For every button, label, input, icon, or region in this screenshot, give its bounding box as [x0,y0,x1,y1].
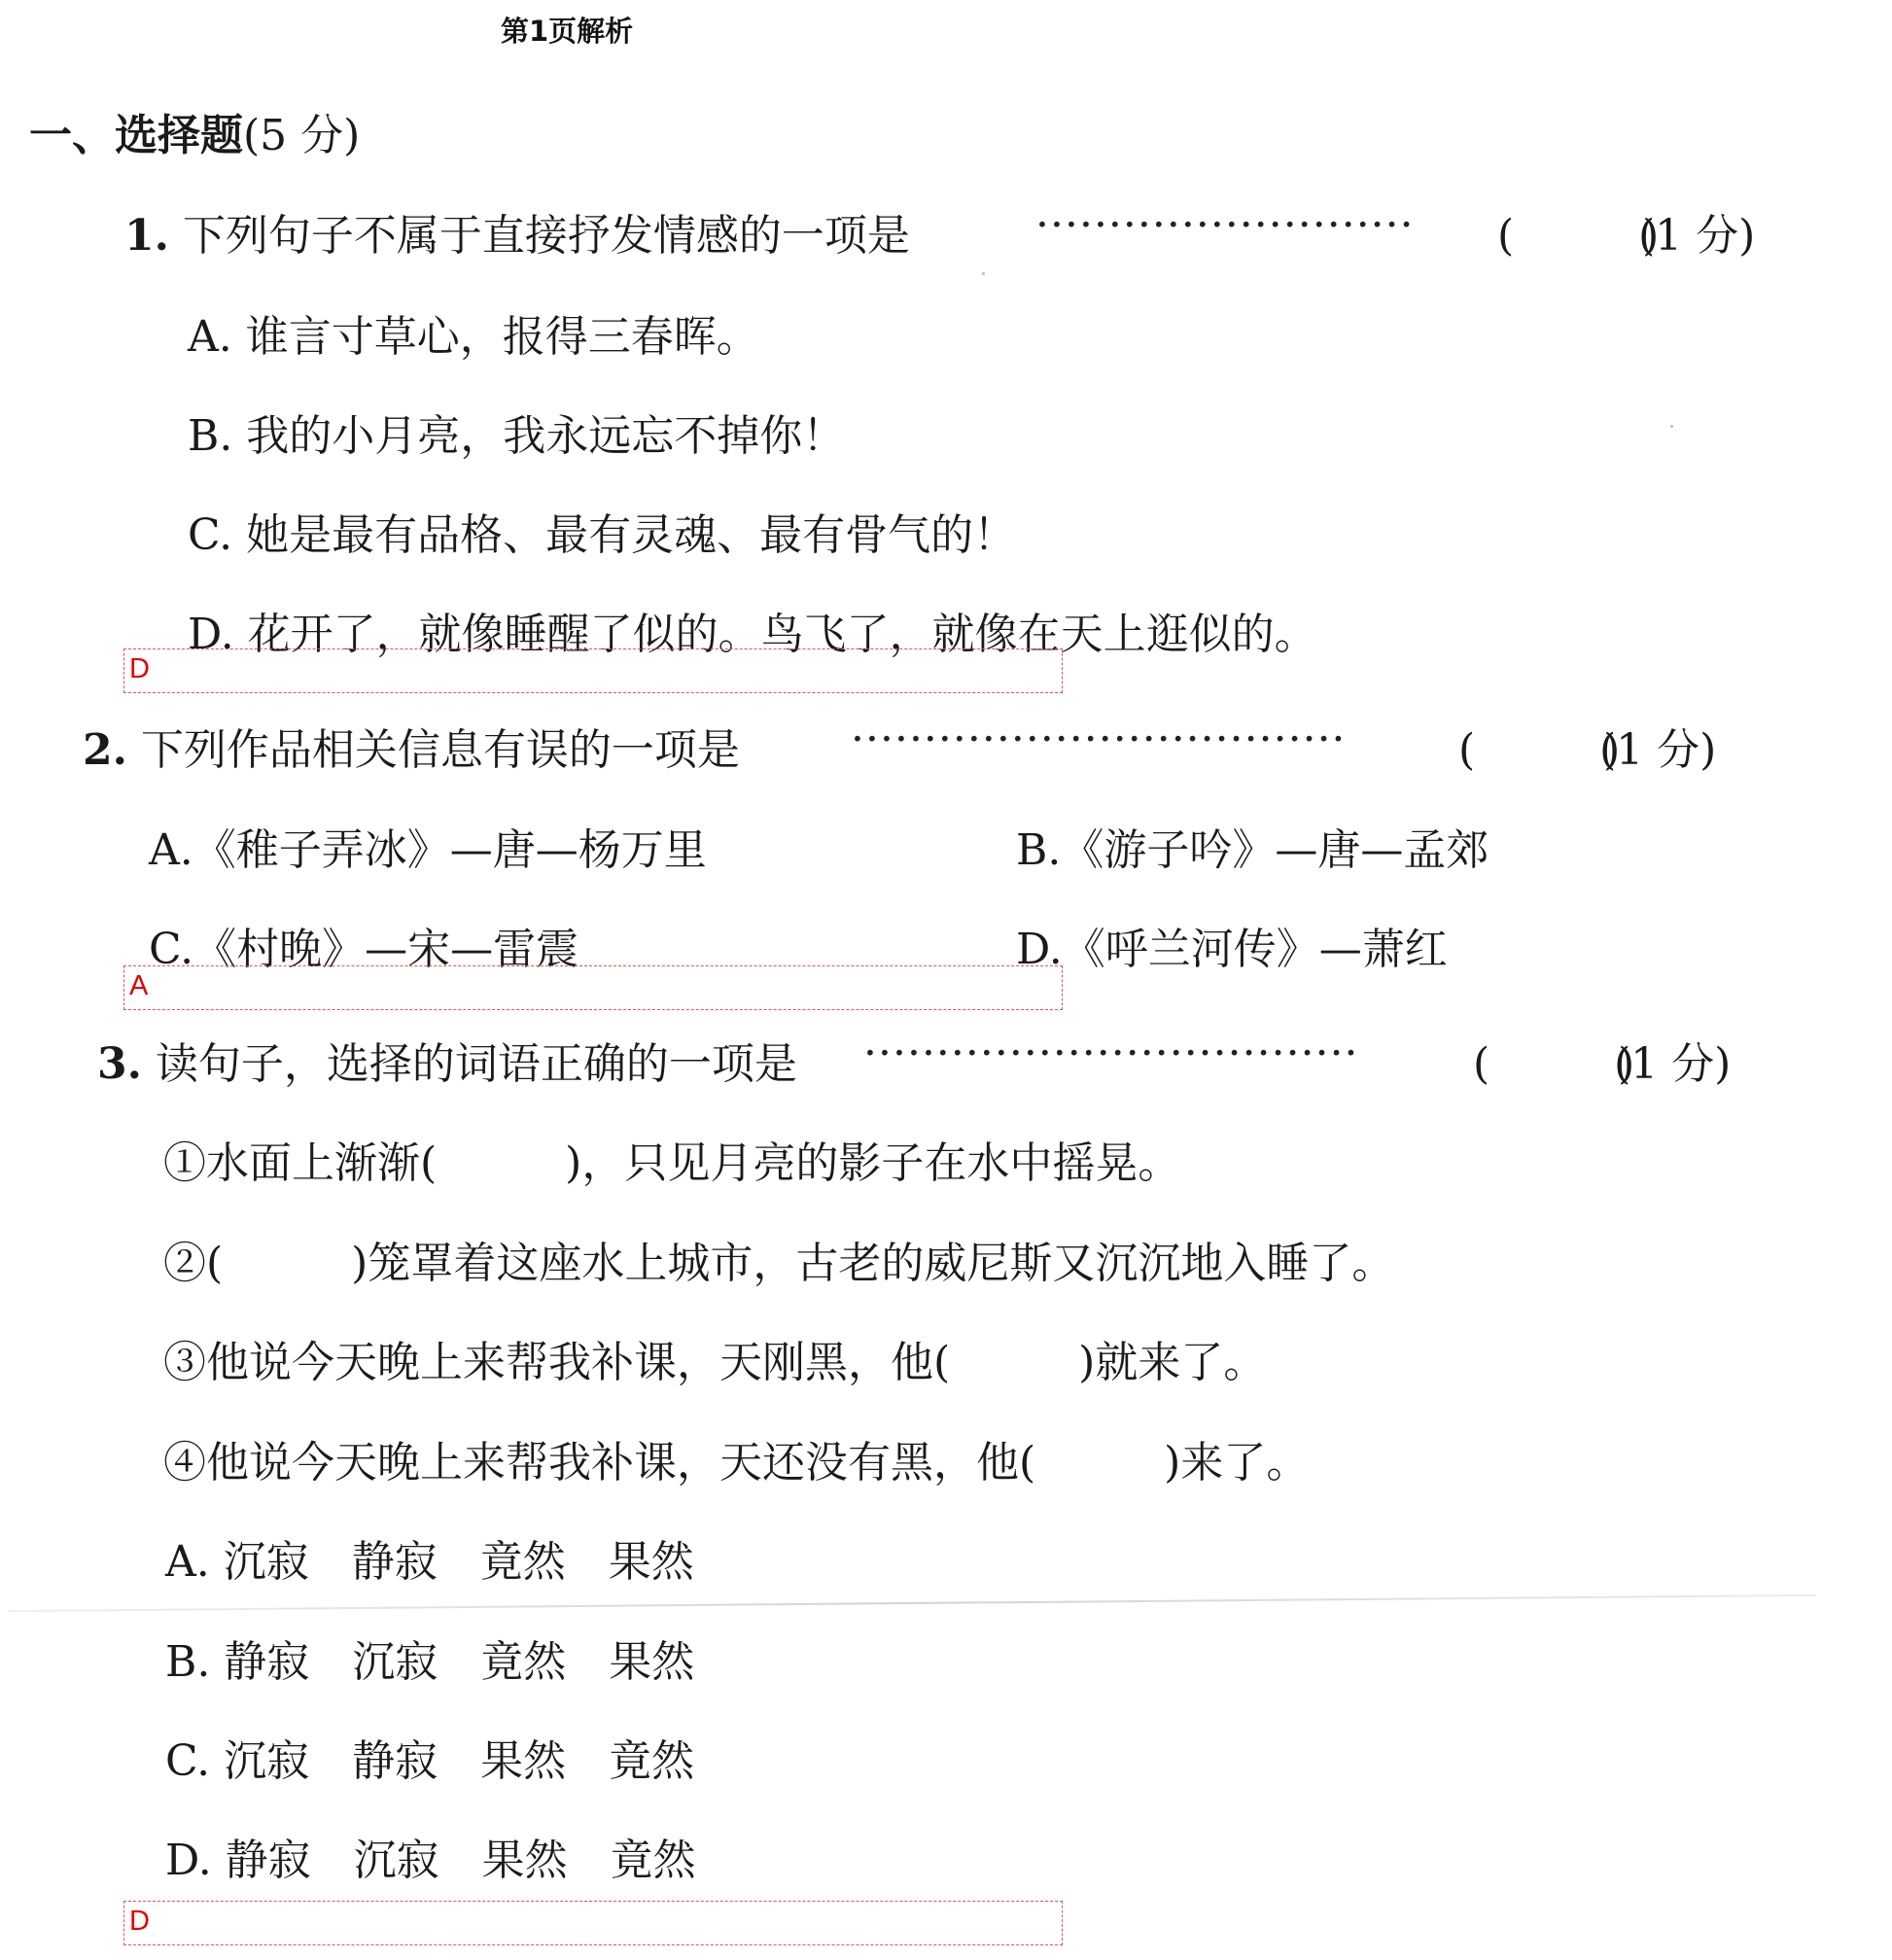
q3-sentence-4: ④他说今天晚上来帮我补课，天还没有黑，他( )来了。 [163,1438,1310,1488]
page-fold-line [8,1594,1816,1612]
question-3-number: 3. [97,1039,142,1089]
question-1-stem [124,200,910,262]
q2-option-b: B.《游子吟》—唐—孟郊 [1016,825,1489,875]
q3-option-c: C. 沉寂 静寂 果然 竟然 [165,1736,695,1786]
q3-sentence-1: ①水面上渐渐( )，只见月亮的影子在水中摇晃。 [163,1138,1181,1188]
scan-speck [1670,425,1673,428]
q3-sentence-3: ③他说今天晚上来帮我补课，天刚黑，他( )就来了。 [163,1338,1267,1387]
question-2-stem [83,715,740,777]
question-1-text: 下列句子不属于直接抒发情感的一项是 [182,211,910,261]
q3-option-d: D. 静寂 沉寂 果然 竟然 [165,1836,696,1885]
q3-option-b: B. 静寂 沉寂 竟然 果然 [165,1637,695,1687]
question-2-score: (1 分) [1599,725,1717,775]
q3-option-a: A. 沉寂 静寂 竟然 果然 [165,1537,694,1587]
question-2-dots: ·································· [851,715,1347,764]
question-1-score: (1 分) [1638,211,1756,261]
q1-answer-box [123,648,1063,693]
question-1-dots: ·························· [1035,200,1415,250]
q2-option-a: A.《稚子弄冰》—唐—杨万里 [149,825,707,875]
question-2-paren: ( ) [1458,725,1621,775]
section-title [29,100,360,162]
question-3-score: (1 分) [1614,1039,1732,1089]
question-1-paren: ( ) [1497,211,1660,261]
q1-option-c: C. 她是最有品格、最有灵魂、最有骨气的！ [188,510,1017,560]
q1-option-d: D. 花开了，就像睡醒了似的。鸟飞了，就像在天上逛似的。 [188,610,1317,659]
question-2-text: 下列作品相关信息有误的一项是 [140,725,740,775]
question-1-number: 1. [124,211,169,261]
q1-option-a: A. 谁言寸草心，报得三春晖。 [188,312,759,362]
section-heading: 一、选择题 [29,111,243,160]
question-3-paren: ( ) [1473,1039,1635,1089]
section-score: (5 分) [243,111,361,160]
q3-answer-box [123,1901,1063,1945]
q3-answer: D [129,1906,150,1937]
q2-answer: A [129,970,149,1001]
scan-speck [982,272,985,275]
q1-answer: D [129,653,150,684]
page-title: 第1页解析 [501,15,634,48]
q2-answer-box [123,965,1063,1010]
question-3-dots: ·································· [863,1029,1359,1078]
question-3-stem [97,1029,797,1091]
q2-option-c: C.《村晚》—宋—雷震 [149,925,579,974]
q2-option-d: D.《呼兰河传》—萧红 [1016,925,1448,974]
question-2-number: 2. [83,725,127,775]
q1-option-b: B. 我的小月亮，我永远忘不掉你！ [188,411,846,461]
question-3-text: 读句子，选择的词语正确的一项是 [155,1039,797,1089]
q3-sentence-2: ②( )笼罩着这座水上城市，古老的威尼斯又沉沉地入睡了。 [163,1239,1395,1288]
